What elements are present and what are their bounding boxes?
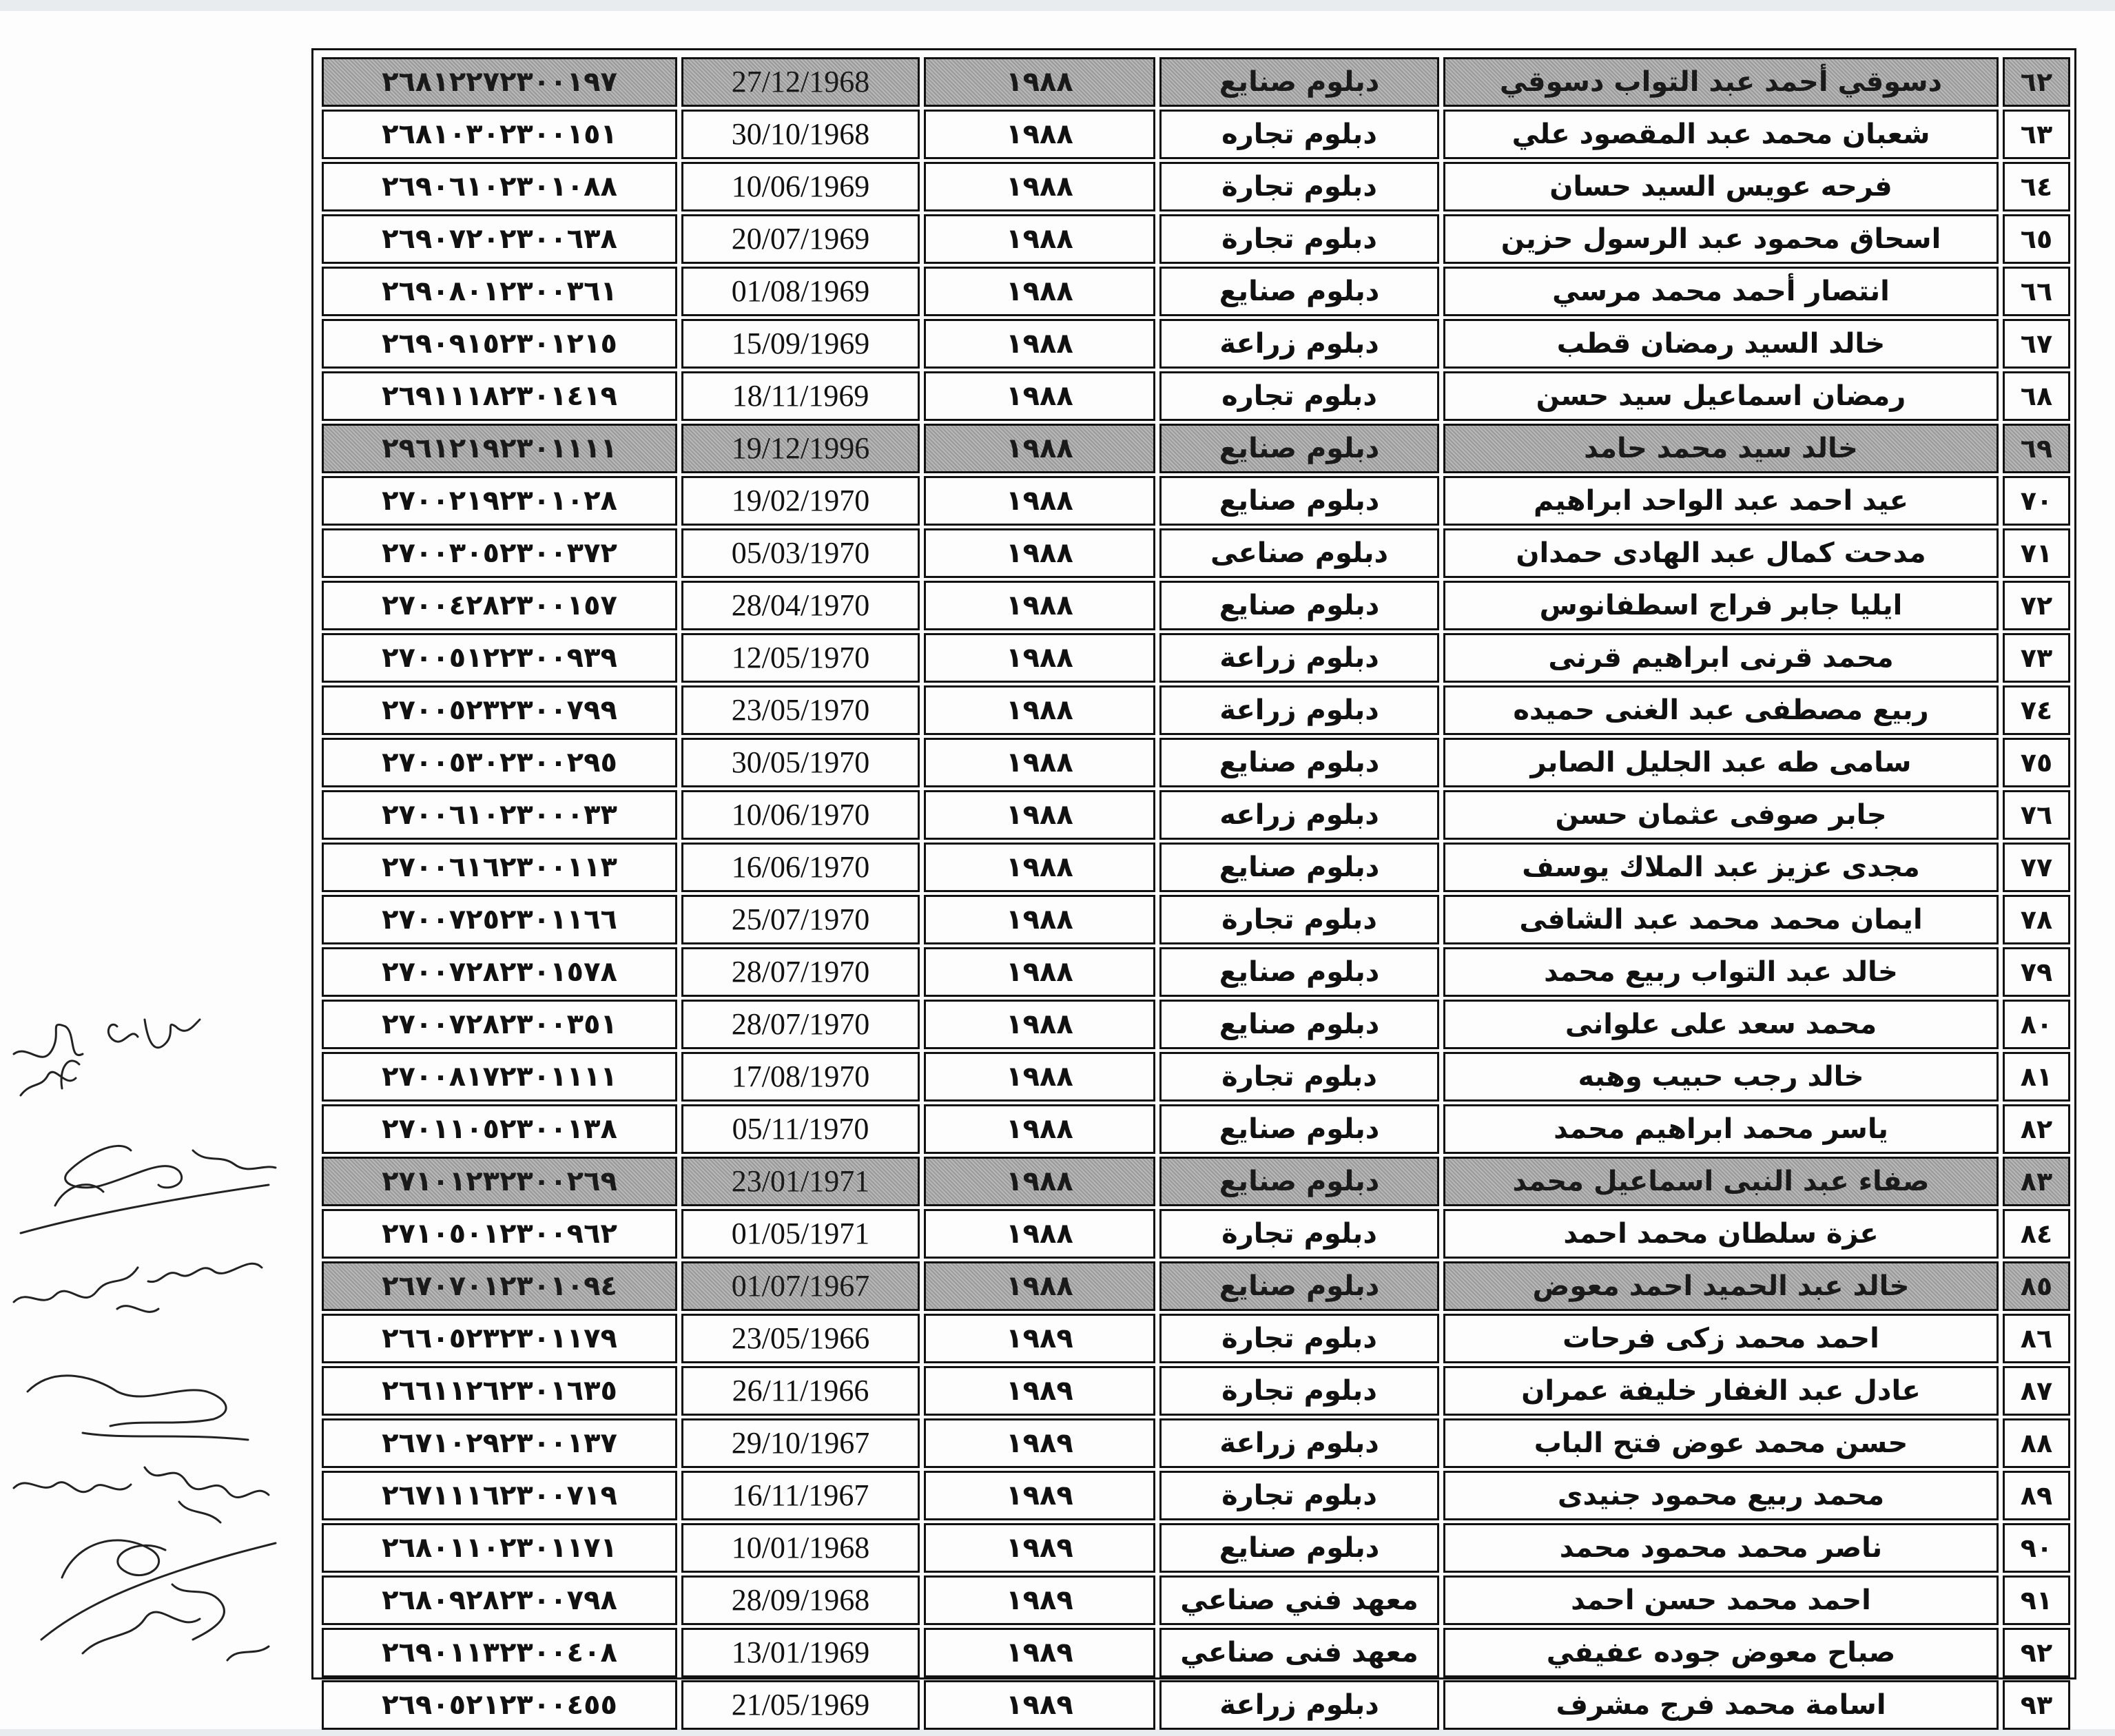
- serial-number-cell: ٧٧: [2003, 843, 2070, 892]
- qualification-cell: دبلوم صنايع: [1159, 1523, 1439, 1573]
- national-id-cell: ٢٧٠٠٧٢٨٢٣٠٠٣٥١: [322, 1000, 677, 1049]
- signature-2: [21, 1146, 276, 1233]
- national-id-cell: ٢٦٩٠١١٣٢٣٠٠٤٠٨: [322, 1628, 677, 1677]
- person-name-cell: مجدى عزيز عبد الملاك يوسف: [1443, 843, 1999, 892]
- table-row: [322, 214, 2070, 264]
- table-row: [322, 319, 2070, 369]
- qualification-cell: دبلوم تجارة: [1159, 162, 1439, 211]
- serial-number-cell: ٧٥: [2003, 738, 2070, 787]
- graduation-year-cell: ١٩٨٨: [924, 319, 1155, 369]
- national-id-cell: ٢٦٩٠٥٢١٢٣٠٠٤٥٥: [322, 1680, 677, 1730]
- serial-number-cell: ٦٤: [2003, 162, 2070, 211]
- person-name-cell: مدحت كمال عبد الهادى حمدان: [1443, 528, 1999, 578]
- person-name-cell: ايليا جابر فراج اسطفانوس: [1443, 581, 1999, 630]
- table-row: [322, 1104, 2070, 1154]
- serial-number-cell: ٨٥: [2003, 1261, 2070, 1311]
- qualification-cell: دبلوم زراعه: [1159, 790, 1439, 840]
- qualification-cell: دبلوم تجارة: [1159, 214, 1439, 264]
- national-id-cell: ٢٧٠٠٦١٦٢٣٠٠١١٣: [322, 843, 677, 892]
- signature-5: [14, 1467, 269, 1522]
- birth-date-cell: 20/07/1969: [681, 214, 920, 264]
- qualification-cell: دبلوم تجارة: [1159, 1209, 1439, 1259]
- serial-number-cell: ٩٢: [2003, 1628, 2070, 1677]
- qualification-cell: دبلوم زراعة: [1159, 633, 1439, 683]
- birth-date-cell: 21/05/1969: [681, 1680, 920, 1730]
- records-table-body: [322, 57, 2070, 1730]
- birth-date-cell: 10/01/1968: [681, 1523, 920, 1573]
- graduation-year-cell: ١٩٨٨: [924, 790, 1155, 840]
- serial-number-cell: ٧٩: [2003, 947, 2070, 997]
- serial-number-cell: ٨٤: [2003, 1209, 2070, 1259]
- serial-number-cell: ٨١: [2003, 1052, 2070, 1102]
- person-name-cell: اسامة محمد فرج مشرف: [1443, 1680, 1999, 1730]
- table-row: [322, 947, 2070, 997]
- qualification-cell: دبلوم صنايع: [1159, 476, 1439, 526]
- serial-number-cell: ٦٦: [2003, 267, 2070, 316]
- qualification-cell: دبلوم تجارة: [1159, 1471, 1439, 1520]
- table-row: [322, 1575, 2070, 1625]
- graduation-year-cell: ١٩٨٩: [924, 1575, 1155, 1625]
- birth-date-cell: 01/05/1971: [681, 1209, 920, 1259]
- serial-number-cell: ٨٩: [2003, 1471, 2070, 1520]
- graduation-year-cell: ١٩٨٨: [924, 1000, 1155, 1049]
- birth-date-cell: 26/11/1966: [681, 1366, 920, 1416]
- birth-date-cell: 23/01/1971: [681, 1157, 920, 1206]
- qualification-cell: دبلوم صنايع: [1159, 738, 1439, 787]
- qualification-cell: دبلوم زراعة: [1159, 319, 1439, 369]
- graduation-year-cell: ١٩٨٨: [924, 947, 1155, 997]
- graduation-year-cell: ١٩٨٩: [924, 1366, 1155, 1416]
- serial-number-cell: ٩٣: [2003, 1680, 2070, 1730]
- qualification-cell: دبلوم تجارة: [1159, 1052, 1439, 1102]
- qualification-cell: دبلوم صنايع: [1159, 947, 1439, 997]
- graduation-year-cell: ١٩٨٨: [924, 738, 1155, 787]
- national-id-cell: ٢٦٦١١٢٦٢٣٠١٦٣٥: [322, 1366, 677, 1416]
- national-id-cell: ٢٦٧١٠٢٩٢٣٠٠١٣٧: [322, 1418, 677, 1468]
- table-row: [322, 1523, 2070, 1573]
- national-id-cell: ٢٧٠٠٦١٠٢٣٠٠٠٣٣: [322, 790, 677, 840]
- graduation-year-cell: ١٩٨٨: [924, 476, 1155, 526]
- person-name-cell: محمد سعد على علوانى: [1443, 1000, 1999, 1049]
- national-id-cell: ٢٧٠٠٤٢٨٢٣٠٠١٥٧: [322, 581, 677, 630]
- person-name-cell: محمد قرنى ابراهيم قرنى: [1443, 633, 1999, 683]
- table-row: [322, 1680, 2070, 1730]
- birth-date-cell: 28/09/1968: [681, 1575, 920, 1625]
- birth-date-cell: 19/02/1970: [681, 476, 920, 526]
- person-name-cell: عيد احمد عبد الواحد ابراهيم: [1443, 476, 1999, 526]
- person-name-cell: اسحاق محمود عبد الرسول حزين: [1443, 214, 1999, 264]
- table-row: [322, 476, 2070, 526]
- serial-number-cell: ٩١: [2003, 1575, 2070, 1625]
- qualification-cell: دبلوم صناعى: [1159, 528, 1439, 578]
- birth-date-cell: 25/07/1970: [681, 895, 920, 944]
- person-name-cell: خالد عبد التواب ربيع محمد: [1443, 947, 1999, 997]
- national-id-cell: ٢٦٧٠٧٠١٢٣٠١٠٩٤: [322, 1261, 677, 1311]
- table-row: [322, 1261, 2070, 1311]
- graduation-year-cell: ١٩٨٨: [924, 1104, 1155, 1154]
- table-row: [322, 57, 2070, 107]
- graduation-year-cell: ١٩٨٩: [924, 1523, 1155, 1573]
- birth-date-cell: 30/10/1968: [681, 110, 920, 159]
- birth-date-cell: 18/11/1969: [681, 371, 920, 421]
- table-row: [322, 843, 2070, 892]
- scan-edge-top: [0, 0, 2115, 11]
- table-row: [322, 1471, 2070, 1520]
- national-id-cell: ٢٦٧١١١٦٢٣٠٠٧١٩: [322, 1471, 677, 1520]
- qualification-cell: دبلوم صنايع: [1159, 1157, 1439, 1206]
- person-name-cell: سامى طه عبد الجليل الصابر: [1443, 738, 1999, 787]
- birth-date-cell: 16/06/1970: [681, 843, 920, 892]
- signature-4: [28, 1376, 248, 1440]
- person-name-cell: محمد ربيع محمود جنيدى: [1443, 1471, 1999, 1520]
- person-name-cell: انتصار أحمد محمد مرسي: [1443, 267, 1999, 316]
- graduation-year-cell: ١٩٨٨: [924, 267, 1155, 316]
- table-row: [322, 1000, 2070, 1049]
- birth-date-cell: 05/11/1970: [681, 1104, 920, 1154]
- records-table-frame: [311, 48, 2076, 1722]
- national-id-cell: ٢٧٠٠٥٢٣٢٣٠٠٧٩٩: [322, 685, 677, 735]
- graduation-year-cell: ١٩٨٨: [924, 424, 1155, 473]
- serial-number-cell: ٧٦: [2003, 790, 2070, 840]
- qualification-cell: دبلوم تجاره: [1159, 110, 1439, 159]
- birth-date-cell: 28/07/1970: [681, 947, 920, 997]
- serial-number-cell: ٦٣: [2003, 110, 2070, 159]
- birth-date-cell: 17/08/1970: [681, 1052, 920, 1102]
- birth-date-cell: 13/01/1969: [681, 1628, 920, 1677]
- person-name-cell: عادل عبد الغفار خليفة عمران: [1443, 1366, 1999, 1416]
- birth-date-cell: 10/06/1969: [681, 162, 920, 211]
- table-row: [322, 738, 2070, 787]
- serial-number-cell: ٨٨: [2003, 1418, 2070, 1468]
- birth-date-cell: 19/12/1996: [681, 424, 920, 473]
- person-name-cell: رمضان اسماعيل سيد حسن: [1443, 371, 1999, 421]
- serial-number-cell: ٧١: [2003, 528, 2070, 578]
- national-id-cell: ٢٦٩٠٧٢٠٢٣٠٠٦٣٨: [322, 214, 677, 264]
- table-row: [322, 1209, 2070, 1259]
- national-id-cell: ٢٧٠٠٥٣٠٢٣٠٠٢٩٥: [322, 738, 677, 787]
- serial-number-cell: ٧٢: [2003, 581, 2070, 630]
- qualification-cell: دبلوم تجارة: [1159, 1366, 1439, 1416]
- national-id-cell: ٢٦٩٠٨٠١٢٣٠٠٣٦١: [322, 267, 677, 316]
- person-name-cell: فرحه عويس السيد حسان: [1443, 162, 1999, 211]
- table-row: [322, 371, 2070, 421]
- table-row: [322, 1314, 2070, 1363]
- serial-number-cell: ٨٠: [2003, 1000, 2070, 1049]
- signatures-drawing: [0, 978, 310, 1708]
- table-row: [322, 267, 2070, 316]
- serial-number-cell: ٦٢: [2003, 57, 2070, 107]
- qualification-cell: دبلوم صنايع: [1159, 843, 1439, 892]
- qualification-cell: دبلوم صنايع: [1159, 57, 1439, 107]
- table-row: [322, 528, 2070, 578]
- birth-date-cell: 29/10/1967: [681, 1418, 920, 1468]
- qualification-cell: دبلوم صنايع: [1159, 267, 1439, 316]
- national-id-cell: ٢٧٠٠٧٢٥٢٣٠١١٦٦: [322, 895, 677, 944]
- graduation-year-cell: ١٩٨٩: [924, 1471, 1155, 1520]
- national-id-cell: ٢٧٠٠٨١٧٢٣٠١١١١: [322, 1052, 677, 1102]
- table-row: [322, 895, 2070, 944]
- handwritten-signatures: [0, 978, 310, 1708]
- national-id-cell: ٢٧٠٠٧٢٨٢٣٠١٥٧٨: [322, 947, 677, 997]
- national-id-cell: ٢٦٩٠٩١٥٢٣٠١٢١٥: [322, 319, 677, 369]
- table-row: [322, 1157, 2070, 1206]
- table-row: [322, 633, 2070, 683]
- table-row: [322, 1052, 2070, 1102]
- graduation-year-cell: ١٩٨٨: [924, 685, 1155, 735]
- table-row: [322, 581, 2070, 630]
- table-row: [322, 110, 2070, 159]
- person-name-cell: احمد محمد زكى فرحات: [1443, 1314, 1999, 1363]
- qualification-cell: دبلوم صنايع: [1159, 581, 1439, 630]
- graduation-year-cell: ١٩٨٩: [924, 1314, 1155, 1363]
- table-row: [322, 1366, 2070, 1416]
- qualification-cell: دبلوم تجارة: [1159, 895, 1439, 944]
- birth-date-cell: 23/05/1966: [681, 1314, 920, 1363]
- signature-3: [14, 1263, 262, 1312]
- person-name-cell: احمد محمد حسن احمد: [1443, 1575, 1999, 1625]
- table-row: [322, 685, 2070, 735]
- table-row: [322, 1418, 2070, 1468]
- table-row: [322, 1628, 2070, 1677]
- person-name-cell: حسن محمد عوض فتح الباب: [1443, 1418, 1999, 1468]
- table-row: [322, 790, 2070, 840]
- graduation-year-cell: ١٩٨٨: [924, 528, 1155, 578]
- birth-date-cell: 30/05/1970: [681, 738, 920, 787]
- signature-6: [41, 1540, 276, 1660]
- qualification-cell: دبلوم صنايع: [1159, 1000, 1439, 1049]
- graduation-year-cell: ١٩٨٨: [924, 1157, 1155, 1206]
- qualification-cell: دبلوم صنايع: [1159, 1104, 1439, 1154]
- birth-date-cell: 28/04/1970: [681, 581, 920, 630]
- birth-date-cell: 15/09/1969: [681, 319, 920, 369]
- birth-date-cell: 12/05/1970: [681, 633, 920, 683]
- graduation-year-cell: ١٩٨٨: [924, 1052, 1155, 1102]
- national-id-cell: ٢٧١٠١٢٣٢٣٠٠٢٦٩: [322, 1157, 677, 1206]
- graduation-year-cell: ١٩٨٨: [924, 162, 1155, 211]
- national-id-cell: ٢٧٠٠٢١٩٢٣٠١٠٢٨: [322, 476, 677, 526]
- person-name-cell: شعبان محمد عبد المقصود علي: [1443, 110, 1999, 159]
- graduation-year-cell: ١٩٨٨: [924, 895, 1155, 944]
- graduation-year-cell: ١٩٨٨: [924, 57, 1155, 107]
- birth-date-cell: 28/07/1970: [681, 1000, 920, 1049]
- serial-number-cell: ٦٧: [2003, 319, 2070, 369]
- serial-number-cell: ٩٠: [2003, 1523, 2070, 1573]
- serial-number-cell: ٨٢: [2003, 1104, 2070, 1154]
- serial-number-cell: ٨٧: [2003, 1366, 2070, 1416]
- person-name-cell: عزة سلطان محمد احمد: [1443, 1209, 1999, 1259]
- qualification-cell: دبلوم زراعة: [1159, 685, 1439, 735]
- person-name-cell: ياسر محمد ابراهيم محمد: [1443, 1104, 1999, 1154]
- birth-date-cell: 01/07/1967: [681, 1261, 920, 1311]
- graduation-year-cell: ١٩٨٨: [924, 1261, 1155, 1311]
- national-id-cell: ٢٦٩٠٦١٠٢٣٠١٠٨٨: [322, 162, 677, 211]
- national-id-cell: ٢٩٦١٢١٩٢٣٠١١١١: [322, 424, 677, 473]
- graduation-year-cell: ١٩٨٨: [924, 110, 1155, 159]
- graduation-year-cell: ١٩٨٨: [924, 581, 1155, 630]
- graduation-year-cell: ١٩٨٩: [924, 1628, 1155, 1677]
- person-name-cell: صفاء عبد النبى اسماعيل محمد: [1443, 1157, 1999, 1206]
- serial-number-cell: ٨٦: [2003, 1314, 2070, 1363]
- graduation-year-cell: ١٩٨٨: [924, 371, 1155, 421]
- birth-date-cell: 01/08/1969: [681, 267, 920, 316]
- national-id-cell: ٢٧١٠٥٠١٢٣٠٠٩٦٢: [322, 1209, 677, 1259]
- serial-number-cell: ٧٠: [2003, 476, 2070, 526]
- qualification-cell: دبلوم تجاره: [1159, 371, 1439, 421]
- person-name-cell: خالد عبد الحميد احمد معوض: [1443, 1261, 1999, 1311]
- birth-date-cell: 16/11/1967: [681, 1471, 920, 1520]
- graduation-year-cell: ١٩٨٩: [924, 1680, 1155, 1730]
- birth-date-cell: 27/12/1968: [681, 57, 920, 107]
- records-table: [318, 54, 2074, 1733]
- serial-number-cell: ٨٣: [2003, 1157, 2070, 1206]
- qualification-cell: دبلوم زراعة: [1159, 1680, 1439, 1730]
- person-name-cell: ايمان محمد محمد عبد الشافى: [1443, 895, 1999, 944]
- birth-date-cell: 23/05/1970: [681, 685, 920, 735]
- serial-number-cell: ٧٣: [2003, 633, 2070, 683]
- person-name-cell: ناصر محمد محمود محمد: [1443, 1523, 1999, 1573]
- qualification-cell: دبلوم صنايع: [1159, 424, 1439, 473]
- serial-number-cell: ٧٤: [2003, 685, 2070, 735]
- graduation-year-cell: ١٩٨٨: [924, 214, 1155, 264]
- birth-date-cell: 10/06/1970: [681, 790, 920, 840]
- graduation-year-cell: ١٩٨٩: [924, 1418, 1155, 1468]
- table-row: [322, 162, 2070, 211]
- national-id-cell: ٢٦٨٠٩٢٨٢٣٠٠٧٩٨: [322, 1575, 677, 1625]
- national-id-cell: ٢٦٦٠٥٢٣٢٣٠١١٧٩: [322, 1314, 677, 1363]
- serial-number-cell: ٦٩: [2003, 424, 2070, 473]
- person-name-cell: خالد سيد محمد حامد: [1443, 424, 1999, 473]
- serial-number-cell: ٧٨: [2003, 895, 2070, 944]
- graduation-year-cell: ١٩٨٨: [924, 633, 1155, 683]
- qualification-cell: معهد فني صناعي: [1159, 1575, 1439, 1625]
- serial-number-cell: ٦٥: [2003, 214, 2070, 264]
- national-id-cell: ٢٧٠٠٣٠٥٢٣٠٠٣٧٢: [322, 528, 677, 578]
- national-id-cell: ٢٦٩١١١٨٢٣٠١٤١٩: [322, 371, 677, 421]
- person-name-cell: خالد رجب حبيب وهبه: [1443, 1052, 1999, 1102]
- qualification-cell: دبلوم تجارة: [1159, 1314, 1439, 1363]
- person-name-cell: صباح معوض جوده عفيفي: [1443, 1628, 1999, 1677]
- qualification-cell: دبلوم زراعة: [1159, 1418, 1439, 1468]
- table-row: [322, 424, 2070, 473]
- birth-date-cell: 05/03/1970: [681, 528, 920, 578]
- national-id-cell: ٢٦٨١٠٣٠٢٣٠٠١٥١: [322, 110, 677, 159]
- national-id-cell: ٢٧٠٠٥١٢٢٣٠٠٩٣٩: [322, 633, 677, 683]
- qualification-cell: دبلوم صنايع: [1159, 1261, 1439, 1311]
- person-name-cell: جابر صوفى عثمان حسن: [1443, 790, 1999, 840]
- person-name-cell: ربيع مصطفى عبد الغنى حميده: [1443, 685, 1999, 735]
- person-name-cell: خالد السيد رمضان قطب: [1443, 319, 1999, 369]
- national-id-cell: ٢٦٨٠١١٠٢٣٠١١٧١: [322, 1523, 677, 1573]
- national-id-cell: ٢٦٨١٢٢٧٢٣٠٠١٩٧: [322, 57, 677, 107]
- signature-1: [14, 1020, 200, 1095]
- person-name-cell: دسوقي أحمد عبد التواب دسوقي: [1443, 57, 1999, 107]
- serial-number-cell: ٦٨: [2003, 371, 2070, 421]
- national-id-cell: ٢٧٠١١٠٥٢٣٠٠١٣٨: [322, 1104, 677, 1154]
- graduation-year-cell: ١٩٨٨: [924, 1209, 1155, 1259]
- graduation-year-cell: ١٩٨٨: [924, 843, 1155, 892]
- qualification-cell: معهد فنى صناعي: [1159, 1628, 1439, 1677]
